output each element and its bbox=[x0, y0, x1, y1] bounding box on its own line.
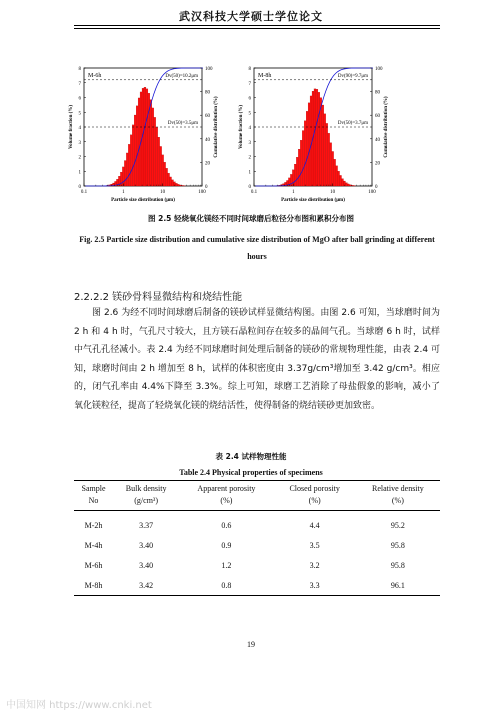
histogram-bar bbox=[132, 125, 134, 186]
y2-tick-label: 20 bbox=[205, 161, 210, 167]
histogram-bar bbox=[298, 149, 300, 186]
histogram-bar bbox=[330, 143, 332, 186]
histogram-bar bbox=[122, 167, 124, 186]
histogram-bar bbox=[300, 140, 302, 186]
y-tick-label: 0 bbox=[248, 185, 251, 190]
dv-annotation: Dv(50)=10.2μm bbox=[165, 73, 198, 79]
y-tick-label: 1 bbox=[248, 170, 251, 176]
histogram-bar bbox=[158, 137, 160, 186]
y2-tick-label: 100 bbox=[205, 67, 213, 72]
y-axis-label: Volume fraction (%) bbox=[239, 105, 244, 149]
histogram-bar bbox=[334, 159, 336, 186]
header-rule bbox=[74, 25, 440, 26]
y-tick-label: 4 bbox=[78, 126, 81, 131]
histogram-bar bbox=[172, 180, 174, 186]
y2-tick-label: 60 bbox=[375, 114, 380, 120]
y2-tick-label: 40 bbox=[375, 137, 380, 143]
header-rule-thin bbox=[74, 28, 440, 29]
x-tick-label: 100 bbox=[198, 190, 206, 195]
table-cell: 0.8 bbox=[221, 580, 232, 590]
y-axis-label: Volume fraction (%) bbox=[69, 105, 74, 149]
y-tick-label: 6 bbox=[78, 96, 81, 102]
x-axis-label: Particle size distribution (μm) bbox=[281, 198, 345, 203]
y2-axis-label: Cumulative distribution (%) bbox=[214, 96, 219, 158]
panel-label: M-6h bbox=[88, 73, 102, 79]
y-tick-label: 2 bbox=[78, 155, 81, 161]
x-axis-label: Particle size distribution (μm) bbox=[111, 198, 175, 203]
figure-caption-zh: 图 2.5 轻烧氧化镁经不同时间球磨后粒径分布图和累积分布图 bbox=[147, 214, 354, 223]
histogram-bar bbox=[308, 103, 310, 186]
body-paragraph: 图 2.6 为经不同时间球磨后制备的镁砂试样显微结构图。由图 2.6 可知，当球磨时间为 2 h 和 4 h 时，气孔尺寸较大，且方镁石晶粒间存在较多的晶间气孔。当球磨 6 h 时，试样中气孔孔径减小。表 2.4 为经不同球磨时间处理后制备的镁砂的常规物理性能，由表 2.4 可知，球磨时间由 2 h 增加至 8 h，试样的体积密度由 3.37g/cm³增加至 3.42 g/cm³。相应的，闭气孔率由 4.4%下降至 3.3%。综上可知，球磨工艺消除了母盐假象的影响，减小了氧化镁粒径，提高了轻烧氧化镁的烧结活性，使得制备的烧结镁砂更加致密。 bbox=[74, 308, 440, 411]
histogram-bar bbox=[326, 123, 328, 186]
table-row bbox=[74, 535, 440, 555]
histogram-bar bbox=[146, 89, 148, 186]
histogram-bar bbox=[156, 127, 158, 186]
table-cell: 3.2 bbox=[309, 560, 320, 570]
table-cell: 3.42 bbox=[139, 580, 154, 590]
table-cell: 95.8 bbox=[390, 560, 405, 570]
col-header-relative-density: Relative density (%) bbox=[371, 484, 424, 505]
col-header-sample: Sample No bbox=[81, 484, 106, 505]
table-cell: 1.2 bbox=[221, 560, 232, 570]
histogram-bar bbox=[128, 144, 130, 186]
dv-annotation: Dv(50)=3.5μm bbox=[167, 121, 198, 126]
y-tick-label: 3 bbox=[78, 140, 81, 146]
histogram-bar bbox=[181, 185, 183, 186]
x-tick-label: 0.1 bbox=[250, 190, 258, 195]
y2-tick-label: 60 bbox=[205, 114, 210, 120]
y2-tick-label: 80 bbox=[375, 90, 380, 96]
col-header-bulk-density: Bulk density (g/cm³) bbox=[125, 484, 167, 505]
histogram-bar bbox=[160, 146, 162, 186]
table-cell: 3.37 bbox=[139, 520, 154, 530]
panel-label: M-8h bbox=[258, 73, 272, 79]
histogram-bar bbox=[179, 185, 181, 186]
y2-tick-label: 20 bbox=[375, 161, 380, 167]
y-tick-label: 0 bbox=[78, 185, 81, 190]
table-cell: 95.8 bbox=[390, 540, 405, 550]
table-cell: M-4h bbox=[84, 540, 103, 550]
x-tick-label: 1 bbox=[292, 190, 295, 195]
histogram-bar bbox=[351, 185, 353, 186]
histogram-bar bbox=[152, 108, 154, 186]
histogram-bar bbox=[168, 173, 170, 186]
table-cell: 4.4 bbox=[309, 520, 320, 530]
histogram-bar bbox=[296, 157, 298, 186]
histogram-bar bbox=[130, 135, 132, 186]
histogram-bar bbox=[294, 164, 296, 186]
histogram-bar bbox=[349, 185, 351, 186]
y2-tick-label: 40 bbox=[205, 137, 210, 143]
histogram-bar bbox=[150, 100, 152, 186]
table-cell: 0.6 bbox=[221, 520, 232, 530]
section-heading: 2.2.2.2 镁砂骨料显微结构和烧结性能 bbox=[74, 292, 243, 303]
histogram-bar bbox=[322, 105, 324, 186]
dv-annotation: Dv(90)=9.7μm bbox=[337, 73, 368, 79]
histogram-bar bbox=[124, 161, 126, 186]
y2-axis-label: Cumulative distribution (%) bbox=[384, 96, 389, 158]
histogram-bar bbox=[306, 111, 308, 186]
y-tick-label: 6 bbox=[248, 96, 251, 102]
y-tick-label: 7 bbox=[78, 81, 81, 87]
histogram-bar bbox=[177, 184, 179, 186]
histogram-bar bbox=[175, 183, 177, 186]
histogram-bar bbox=[134, 115, 136, 186]
y-tick-label: 7 bbox=[248, 81, 251, 87]
table-caption-en: Table 2.4 Physical properties of specimens bbox=[179, 468, 323, 477]
x-tick-label: 10 bbox=[160, 190, 166, 195]
table-cell: M-8h bbox=[84, 580, 103, 590]
particle-size-figure bbox=[62, 62, 400, 208]
col-header-closed-porosity: Closed porosity (%) bbox=[289, 484, 340, 505]
histogram-bar bbox=[336, 166, 338, 186]
table-cell: 3.40 bbox=[139, 540, 154, 550]
table-cell: 0.9 bbox=[221, 540, 232, 550]
histogram-bar bbox=[316, 89, 318, 186]
histogram-bar bbox=[302, 131, 304, 186]
histogram-bar bbox=[328, 133, 330, 186]
table-cell: 3.3 bbox=[309, 580, 320, 590]
histogram-bar bbox=[164, 162, 166, 186]
y-tick-label: 8 bbox=[78, 67, 81, 72]
y-tick-label: 1 bbox=[78, 170, 81, 176]
histogram-bar bbox=[324, 114, 326, 186]
histogram-bar bbox=[144, 87, 146, 186]
y-tick-label: 4 bbox=[248, 126, 251, 131]
histogram-bar bbox=[340, 175, 342, 186]
y-tick-label: 2 bbox=[248, 155, 251, 161]
table-cell: M-6h bbox=[84, 560, 103, 570]
y2-tick-label: 80 bbox=[205, 90, 210, 96]
table-row bbox=[74, 511, 440, 536]
x-tick-label: 1 bbox=[122, 190, 125, 195]
y-tick-label: 5 bbox=[248, 111, 251, 117]
histogram-bar bbox=[345, 183, 347, 186]
x-tick-label: 100 bbox=[368, 190, 376, 195]
table-header-row bbox=[74, 481, 440, 511]
histogram-bar bbox=[310, 96, 312, 186]
y2-tick-label: 0 bbox=[375, 185, 378, 190]
histogram-bar bbox=[170, 177, 172, 186]
y2-tick-label: 0 bbox=[205, 185, 208, 190]
properties-table bbox=[74, 480, 440, 596]
table-cell: 3.40 bbox=[139, 560, 154, 570]
table-cell: 95.2 bbox=[390, 520, 405, 530]
histogram-bar bbox=[347, 184, 349, 186]
table-row bbox=[74, 555, 440, 575]
page-number: 19 bbox=[247, 640, 255, 649]
histogram-bar bbox=[314, 89, 316, 186]
table-row bbox=[74, 575, 440, 596]
histogram-bar bbox=[166, 168, 168, 186]
table-cell: 96.1 bbox=[390, 580, 405, 590]
y-tick-label: 8 bbox=[248, 67, 251, 72]
y-tick-label: 5 bbox=[78, 111, 81, 117]
col-header-apparent-porosity: Apparent porosity (%) bbox=[197, 484, 256, 505]
table-cell: 3.5 bbox=[309, 540, 320, 550]
x-tick-label: 0.1 bbox=[80, 190, 88, 195]
histogram-bar bbox=[138, 98, 140, 186]
histogram-bar bbox=[154, 117, 156, 186]
histogram-bar bbox=[318, 92, 320, 186]
running-header: 武汉科技大学硕士学位论文 bbox=[179, 10, 323, 23]
histogram-bar bbox=[338, 171, 340, 186]
histogram-bar bbox=[136, 106, 138, 186]
table-cell: M-2h bbox=[84, 520, 103, 530]
y2-tick-label: 100 bbox=[375, 67, 383, 72]
histogram-bar bbox=[342, 179, 344, 186]
histogram-bar bbox=[332, 151, 334, 186]
x-tick-label: 10 bbox=[330, 190, 336, 195]
dv-annotation: Dv(50)=3.7μm bbox=[337, 121, 368, 126]
y-tick-label: 3 bbox=[248, 140, 251, 146]
histogram-bar bbox=[304, 121, 306, 186]
figure-caption-en: Fig. 2.5 Particle size distribution and cumulative size distribution of MgO after ball grinding at different hours bbox=[79, 235, 435, 261]
histogram-bar bbox=[162, 155, 164, 186]
table-caption-zh: 表 2.4 试样物理性能 bbox=[215, 452, 287, 461]
histogram-bar bbox=[126, 153, 128, 186]
watermark: 中国知网 https://www.cnki.net bbox=[6, 700, 152, 711]
